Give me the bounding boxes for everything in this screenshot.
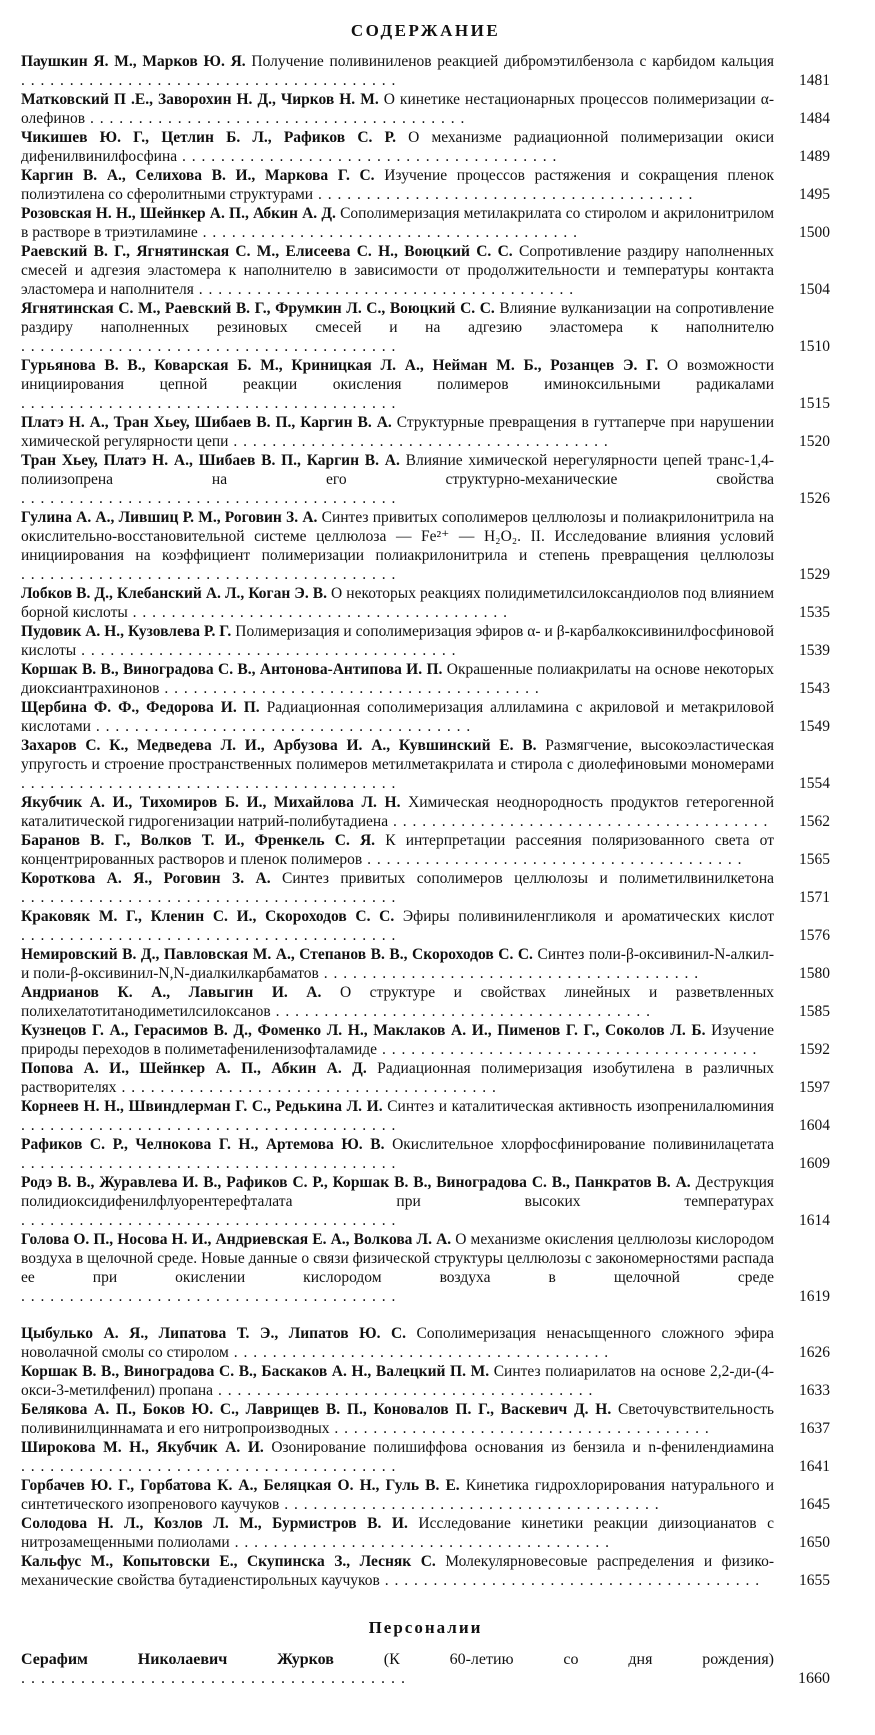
entry-title: Синтез и каталитическая активность изопренилалюминия xyxy=(387,1098,774,1115)
toc-entry xyxy=(21,52,830,90)
entry-text xyxy=(21,983,774,1021)
toc-entry xyxy=(21,242,830,299)
entry-page-number: 1619 xyxy=(799,1288,830,1305)
entry-authors: Широкова М. Н., Якубчик А. И. xyxy=(21,1439,264,1456)
toc-entry xyxy=(21,907,830,945)
toc-entry xyxy=(21,451,830,508)
entry-page-number: 1495 xyxy=(799,186,830,203)
toc-entry xyxy=(21,356,830,413)
toc-entry xyxy=(21,1097,830,1135)
personalia-entry xyxy=(21,1650,830,1688)
entry-page-number: 1641 xyxy=(799,1458,830,1475)
toc-entry xyxy=(21,869,830,907)
entry-page-number: 1655 xyxy=(799,1572,830,1589)
entry-text xyxy=(21,451,774,508)
entry-page-number: 1585 xyxy=(799,1003,830,1020)
toc-entry xyxy=(21,166,830,204)
entry-title: Сополимеризация ненасыщенного сложного эфира новолачной смолы со стиролом xyxy=(21,1325,774,1361)
entry-title: Светочувствительность поливинилциннамата и его нитропроизводных xyxy=(21,1401,774,1437)
toc-entry xyxy=(21,698,830,736)
entry-title: Размягчение, высокоэластическая упругость и строение пространственных полимеров метилметакрилата и стирола с диолефиновыми мономерами xyxy=(21,737,774,773)
entry-title: Озонирование полишиффова основания из бензила и n-фенилендиамина xyxy=(271,1439,774,1456)
entry-page-number: 1576 xyxy=(799,927,830,944)
entry-authors: Розовская Н. Н., Шейнкер А. П., Абкин А. Д. xyxy=(21,205,336,222)
toc-entry xyxy=(21,1021,830,1059)
entry-authors: Каргин В. А., Селихова В. И., Маркова Г. С. xyxy=(21,167,375,184)
entry-authors: Белякова А. П., Боков Ю. С., Лаврищев В. П., Коновалов П. Г., Васкевич Д. Н. xyxy=(21,1401,612,1418)
entry-page-number: 1609 xyxy=(799,1155,830,1172)
entry-authors: Корнеев Н. Н., Швиндлерман Г. С., Редькина Л. И. xyxy=(21,1098,383,1115)
entry-text xyxy=(21,166,774,204)
entry-text xyxy=(21,1135,774,1173)
toc-entry xyxy=(21,299,830,356)
entry-authors: Коршак В. В., Виноградова С. В., Баскаков А. Н., Валецкий П. М. xyxy=(21,1363,490,1380)
entry-page-number: 1515 xyxy=(799,395,830,412)
entry-page-number: 1592 xyxy=(799,1041,830,1058)
entry-authors: Платэ Н. А., Тран Хьеу, Шибаев В. П., Каргин В. А. xyxy=(21,414,392,431)
entry-title: Синтез полиарилатов на основе 2,2-ди-(4-окси-3-метилфенил) пропана xyxy=(21,1363,774,1399)
entry-title: Молекулярновесовые распределения и физико-механические свойства бутадиенстирольных каучуков xyxy=(21,1553,774,1589)
entry-text xyxy=(21,299,774,356)
entry-authors: Родэ В. В., Журавлева И. В., Рафиков С. Р., Коршак В. В., Виноградова С. В., Панкратов В. А. xyxy=(21,1174,691,1191)
entry-text xyxy=(21,1552,774,1590)
entry-title: Эфиры поливиниленгликоля и ароматических кислот xyxy=(402,908,774,925)
entry-title: Получение поливиниленов реакцией дибромэтилбензола с карбидом кальция xyxy=(251,53,774,70)
entry-page-number: 1535 xyxy=(799,604,830,621)
entry-text xyxy=(21,698,774,736)
entry-title: Синтез привитых сополимеров целлюлозы и полиметилвинилкетона xyxy=(282,870,774,887)
entry-page-number: 1481 xyxy=(799,72,830,89)
entry-title: Окрашенные полиакрилаты на основе некоторых диоксиантрахинонов xyxy=(21,661,774,697)
entry-title: Изучение процессов растяжения и сокращения пленок полиэтилена со сферолитными структурами xyxy=(21,167,774,203)
toc-entry xyxy=(21,1514,830,1552)
toc-entry xyxy=(21,660,830,698)
entry-authors: Андрианов К. А., Лавыгин И. А. xyxy=(21,984,322,1001)
entry-title: Химическая неоднородность продуктов гетерогенной каталитической гидрогенизации натрий-полибутадиена xyxy=(21,794,774,830)
entry-authors: Краковяк М. Г., Кленин С. И., Скороходов С. С. xyxy=(21,908,395,925)
entry-authors: Раевский В. Г., Ягнятинская С. М., Елисеева С. Н., Воюцкий С. С. xyxy=(21,243,513,260)
entry-title: Влияние химической нерегулярности цепей транс-1,4-полиизопрена на его структурно-механические свойства xyxy=(21,452,774,488)
entry-page-number: 1504 xyxy=(799,281,830,298)
toc-entry xyxy=(21,945,830,983)
entry-title: Окислительное хлорфосфинирование поливинилацетата xyxy=(392,1136,774,1153)
entry-page-number: 1604 xyxy=(799,1117,830,1134)
entry-title: К интерпретации рассеяния поляризованного света от концентрированных растворов и пленок полимеров xyxy=(21,832,774,868)
entry-title: О механизме радиационной полимеризации окиси дифенилвинилфосфина xyxy=(21,129,774,165)
entry-authors: Лобков В. Д., Клебанский А. Л., Коган Э. В. xyxy=(21,585,327,602)
entry-page-number: 1597 xyxy=(799,1079,830,1096)
entry-authors: Пудовик А. Н., Кузовлева Р. Г. xyxy=(21,623,232,640)
entry-title: Деструкция полидиоксидифенилфлуорентерефталата при высоких температурах xyxy=(21,1174,774,1210)
toc-entry xyxy=(21,1173,830,1230)
entry-text xyxy=(21,90,774,128)
toc-entry xyxy=(21,1400,830,1438)
entry-authors: Чикишев Ю. Г., Цетлин Б. Л., Рафиков С. Р. xyxy=(21,129,396,146)
entry-page-number: 1554 xyxy=(799,775,830,792)
entry-authors: Попова А. И., Шейнкер А. П., Абкин А. Д. xyxy=(21,1060,367,1077)
entry-title: Структурные превращения в гуттаперче при нарушении химической регулярности цепи xyxy=(21,414,774,450)
entry-authors: Немировский В. Д., Павловская М. А., Степанов В. В., Скороходов С. С. xyxy=(21,946,533,963)
entry-text xyxy=(21,242,774,299)
toc-entry xyxy=(21,1552,830,1590)
entry-authors: Солодова Н. Л., Козлов Л. М., Бурмистров В. И. xyxy=(21,1515,408,1532)
entry-authors: Гурьянова В. В., Коварская Б. М., Криницкая Л. А., Нейман М. Б., Розанцев Э. Г. xyxy=(21,357,659,374)
entry-page-number: 1510 xyxy=(799,338,830,355)
toc-entry xyxy=(21,983,830,1021)
entry-title: О механизме окисления целлюлозы кислородом воздуха в щелочной среде. Новые данные о связи физической структуры целлюлозы с закономерностями распада ее при окислении кислородом воздуха в щелочной среде xyxy=(21,1231,774,1286)
entry-authors: Щербина Ф. Ф., Федорова И. П. xyxy=(21,699,260,716)
entry-page-number: 1543 xyxy=(799,680,830,697)
contents-title: СОДЕРЖАНИЕ xyxy=(350,21,501,40)
contents-list-continued xyxy=(21,1324,830,1590)
entry-authors: Короткова А. Я., Роговин З. А. xyxy=(21,870,271,887)
entry-authors: Коршак В. В., Виноградова С. В., Антонова-Антипова И. П. xyxy=(21,661,443,678)
entry-page-number: 1500 xyxy=(799,224,830,241)
entry-text xyxy=(21,413,774,451)
toc-entry xyxy=(21,1438,830,1476)
entry-title: О некоторых реакциях полидиметилсилоксандиолов под влиянием борной кислоты xyxy=(21,585,774,621)
toc-entry xyxy=(21,128,830,166)
entry-text xyxy=(21,1650,774,1688)
entry-title: Сополимеризация метилакрилата со стиролом и акрилонитрилом в растворе в триэтиламине xyxy=(21,205,774,241)
entry-authors: Матковский П .Е., Заворохин Н. Д., Чирков Н. М. xyxy=(21,91,379,108)
entry-title: О кинетике нестационарных процессов полимеризации α-олефинов xyxy=(21,91,774,127)
entry-text xyxy=(21,1021,774,1059)
entry-authors: Кальфус М., Копытовски Е., Скупинска З., Лесняк С. xyxy=(21,1553,436,1570)
entry-page-number: 1650 xyxy=(799,1534,830,1551)
toc-entry xyxy=(21,413,830,451)
entry-page-number: 1626 xyxy=(799,1344,830,1361)
entry-authors: Тран Хьеу, Платэ Н. А., Шибаев В. П., Каргин В. А. xyxy=(21,452,400,469)
entry-authors: Горбачев Ю. Г., Горбатова К. А., Беляцкая О. Н., Гуль В. Е. xyxy=(21,1477,460,1494)
entry-text xyxy=(21,945,774,983)
entry-authors: Паушкин Я. М., Марков Ю. Я. xyxy=(21,53,246,70)
entry-title: Кинетика гидрохлорирования натурального и синтетического изопренового каучуков xyxy=(21,1477,774,1513)
entry-authors: Ягнятинская С. М., Раевский В. Г., Фрумкин Л. С., Воюцкий С. С. xyxy=(21,300,495,317)
entry-title: Полимеризация и сополимеризация эфиров α- и β-карбалкоксивинилфосфиновой кислоты xyxy=(21,623,774,659)
entry-page-number: 1580 xyxy=(799,965,830,982)
personalia-title: Персоналии xyxy=(368,1618,483,1637)
entry-page-number: 1539 xyxy=(799,642,830,659)
entry-text xyxy=(21,1230,774,1306)
toc-entry xyxy=(21,793,830,831)
entry-authors: Цыбулько А. Я., Липатова Т. Э., Липатов Ю. С. xyxy=(21,1325,407,1342)
toc-entry xyxy=(21,1135,830,1173)
entry-text xyxy=(21,1059,774,1097)
entry-page-number: 1562 xyxy=(799,813,830,830)
entry-title: Синтез поли-β-оксивинил-N-алкил- и поли-β-оксивинил-N,N-диалкилкарбаматов xyxy=(21,946,774,982)
entry-text xyxy=(21,204,774,242)
entry-text xyxy=(21,869,774,907)
entry-page-number: 1571 xyxy=(799,889,830,906)
section-gap xyxy=(21,1306,830,1324)
entry-page-number: 1489 xyxy=(799,148,830,165)
entry-text xyxy=(21,128,774,166)
toc-entry xyxy=(21,204,830,242)
entry-text xyxy=(21,356,774,413)
toc-entry xyxy=(21,90,830,128)
toc-entry xyxy=(21,831,830,869)
entry-text xyxy=(21,622,774,660)
contents-list xyxy=(21,52,830,1306)
entry-title: Синтез привитых сополимеров целлюлозы и полиакрилонитрила на окислительно-восстановительной системе целлюлоза — Fe²⁺ — H₂O₂. II. Исследование влияния условий инициирования на коэффициент полимеризации полиакрилонитрила и степень превращения целлюлозы xyxy=(21,509,774,564)
entry-title: Исследование кинетики реакции диизоцианатов с нитрозамещенными полиолами xyxy=(21,1515,774,1551)
entry-page-number: 1645 xyxy=(799,1496,830,1513)
entry-authors: Гулина А. А., Лившиц Р. М., Роговин З. А. xyxy=(21,509,318,526)
entry-authors: Голова О. П., Носова Н. И., Андриевская Е. А., Волкова Л. А. xyxy=(21,1231,452,1248)
entry-title: Влияние вулканизации на сопротивление раздиру наполненных резиновых смесей и на адгезию эластомера к наполнителю xyxy=(21,300,774,336)
toc-entry xyxy=(21,508,830,584)
entry-text xyxy=(21,1173,774,1230)
entry-page-number: 1520 xyxy=(799,433,830,450)
entry-text xyxy=(21,907,774,945)
entry-page-number: 1565 xyxy=(799,851,830,868)
toc-entry xyxy=(21,1476,830,1514)
entry-page-number: 1549 xyxy=(799,718,830,735)
entry-text xyxy=(21,1400,774,1438)
entry-text xyxy=(21,584,774,622)
entry-title: Изучение природы переходов в полиметафениленизофталамиде xyxy=(21,1022,774,1058)
entry-title: Радиационная полимеризация изобутилена в различных растворителях xyxy=(21,1060,774,1096)
entry-text xyxy=(21,1438,774,1476)
entry-text xyxy=(21,1514,774,1552)
entry-page-number: 1526 xyxy=(799,490,830,507)
entry-text xyxy=(21,793,774,831)
entry-text xyxy=(21,52,774,90)
entry-text xyxy=(21,508,774,584)
entry-title: (К 60-летию со дня рождения) xyxy=(383,1651,774,1668)
entry-text xyxy=(21,660,774,698)
entry-authors: Рафиков С. Р., Челнокова Г. Н., Артемова Ю. В. xyxy=(21,1136,385,1153)
toc-entry xyxy=(21,736,830,793)
entry-authors: Баранов В. Г., Волков Т. И., Френкель С. Я. xyxy=(21,832,376,849)
entry-text xyxy=(21,831,774,869)
entry-page-number: 1660 xyxy=(798,1670,830,1687)
entry-authors: Серафим Николаевич Журков xyxy=(21,1651,334,1668)
entry-page-number: 1637 xyxy=(799,1420,830,1437)
entry-authors: Захаров С. К., Медведева Л. И., Арбузова И. А., Кувшинский Е. В. xyxy=(21,737,537,754)
entry-text xyxy=(21,1097,774,1135)
entry-authors: Кузнецов Г. А., Герасимов В. Д., Фоменко Л. Н., Маклаков А. И., Пименов Г. Г., Соколов Л. Б. xyxy=(21,1022,706,1039)
entry-page-number: 1529 xyxy=(799,566,830,583)
toc-entry xyxy=(21,584,830,622)
toc-entry xyxy=(21,1362,830,1400)
entry-text xyxy=(21,1324,774,1362)
toc-entry xyxy=(21,1324,830,1362)
entry-title: Радиационная сополимеризация аллиламина с акриловой и метакриловой кислотами xyxy=(21,699,774,735)
entry-text xyxy=(21,736,774,793)
entry-authors: Якубчик А. И., Тихомиров Б. И., Михайлова Л. Н. xyxy=(21,794,401,811)
entry-title: Сопротивление раздиру наполненных смесей и адгезия эластомера к наполнителю в зависимости от продолжительности и температуры контакта эластомера и наполнителя xyxy=(21,243,774,298)
toc-entry xyxy=(21,1230,830,1306)
entry-text xyxy=(21,1362,774,1400)
entry-page-number: 1633 xyxy=(799,1382,830,1399)
entry-page-number: 1614 xyxy=(799,1212,830,1229)
entry-title: О возможности инициирования цепной реакции окисления полимеров иминоксильными радикалами xyxy=(21,357,774,393)
toc-entry xyxy=(21,1059,830,1097)
entry-title: О структуре и свойствах линейных и разветвленных полихелатотитанодиметилсилоксанов xyxy=(21,984,774,1020)
entry-text xyxy=(21,1476,774,1514)
toc-entry xyxy=(21,622,830,660)
entry-page-number: 1484 xyxy=(799,110,830,127)
